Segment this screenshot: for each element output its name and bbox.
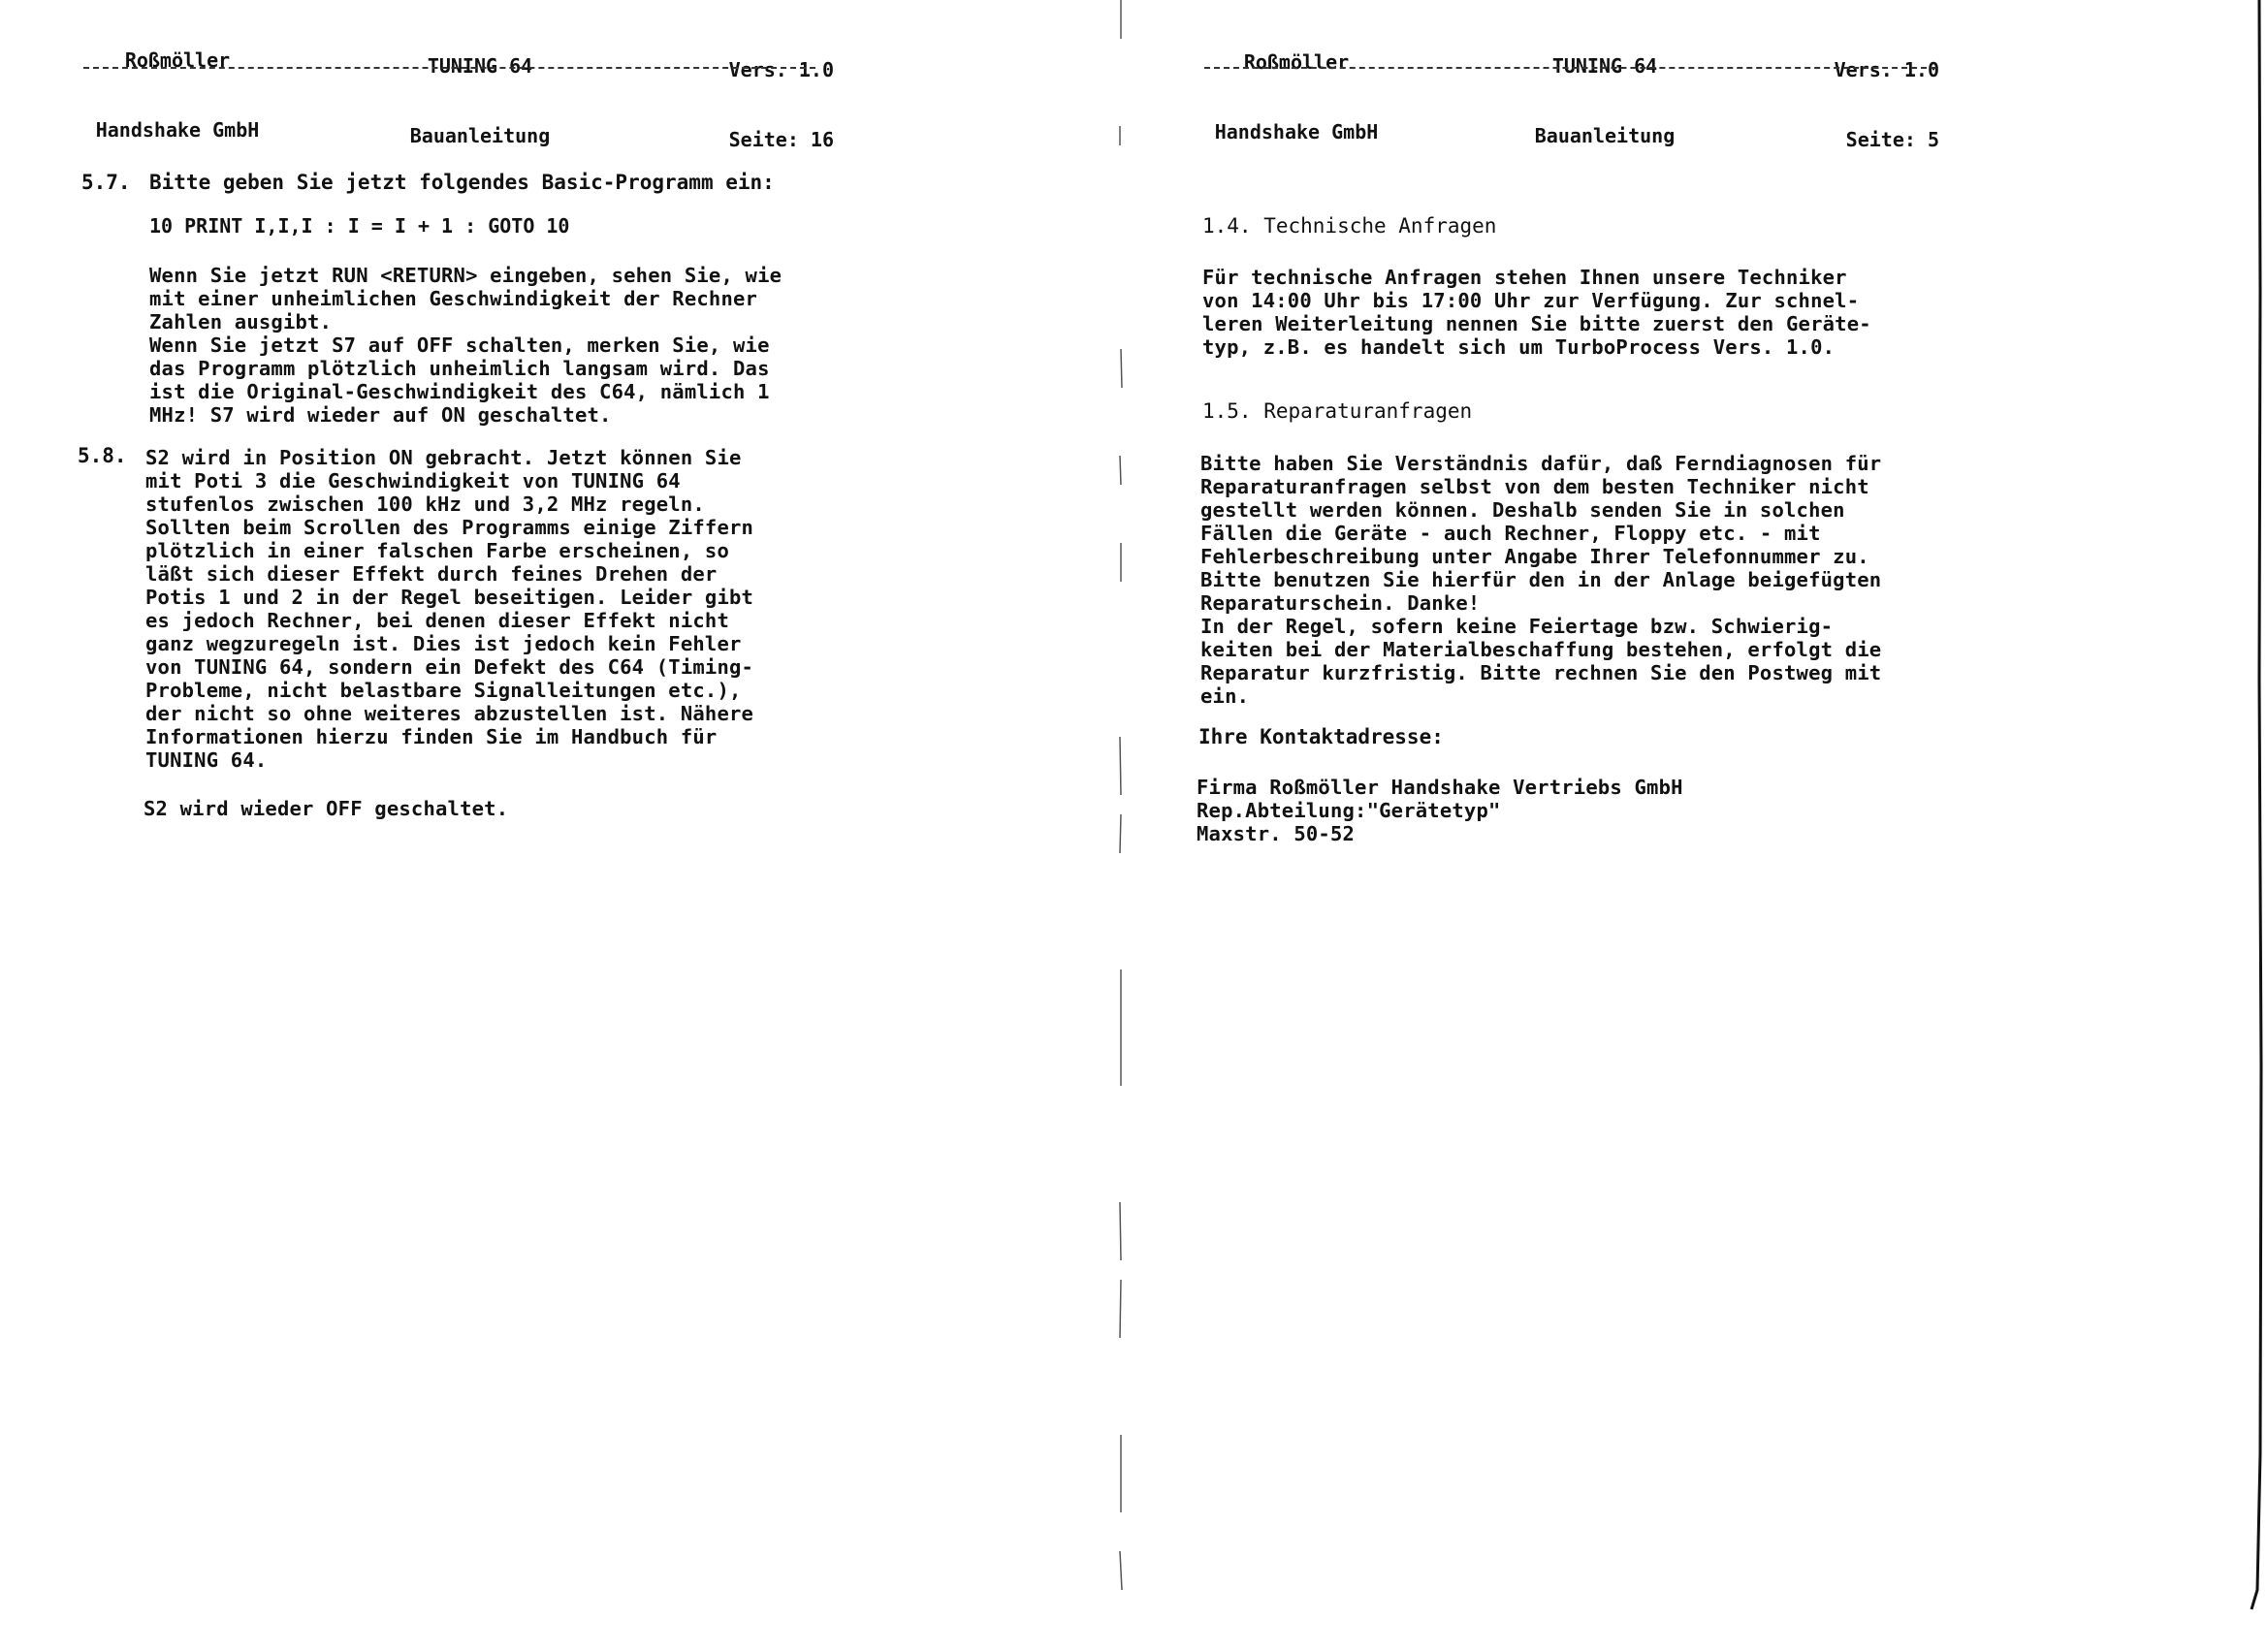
section-body: Wenn Sie jetzt RUN <RETURN> eingeben, sehen Sie, wie mit einer unheimlichen Geschwindigkeit der Rechner Zahlen ausgibt. Wenn Sie jetzt S7 auf OFF schalten, merken Sie, wie das Programm plötzlich unheimlich langsam wird. Das ist die Original-Geschwindigkeit des C64, nämlich 1 MHz! S7 wird wieder auf ON geschaltet. bbox=[149, 264, 782, 427]
right-page bbox=[1125, 0, 2259, 1648]
header-company-line1: Roßmöller bbox=[1243, 50, 1350, 74]
header-company bbox=[1204, 4, 1389, 190]
header-product bbox=[1513, 8, 1697, 194]
header-company-line1: Roßmöller bbox=[124, 48, 231, 72]
header-product-line2: Bauanleitung bbox=[409, 124, 551, 147]
header-rule bbox=[1204, 67, 1936, 69]
section-number: 5.8. bbox=[78, 444, 127, 467]
section-body: S2 wird in Position ON gebracht. Jetzt können Sie mit Poti 3 die Geschwindigkeit von TUNING 64 stufenlos zwischen 100 kHz und 3,2 MHz regeln. Sollten beim Scrollen des Programms einige Ziffern plötzlich in einer falschen Farbe erscheinen, so läßt sich dieser Effekt durch feines Drehen der Potis 1 und 2 in der Regel beseitigen. Leider gibt es jedoch Rechner, bei denen dieser Effekt nicht ganz wegzuregeln ist. Dies ist jedoch kein Fehler von TUNING 64, sondern ein Defekt des C64 (Timing- Probleme, nicht belastbare Signalleitungen etc.), der nicht so ohne weiteres abzustellen ist. Nähere Informationen hierzu finden Sie im Handbuch für TUNING 64. bbox=[145, 446, 754, 772]
header-version-block bbox=[1784, 12, 1939, 198]
section-body: Für technische Anfragen stehen Ihnen unsere Techniker von 14:00 Uhr bis 17:00 Uhr zur Verfügung. Zur schnel- leren Weiterleitung nennen Sie bitte zuerst den Geräte- typ, z.B. es handelt sich um TurboProcess Vers. 1.0. bbox=[1202, 266, 1871, 359]
section-closing: S2 wird wieder OFF geschaltet. bbox=[144, 797, 509, 820]
section-body: Bitte haben Sie Verständnis dafür, daß Ferndiagnosen für Reparaturanfragen selbst von dem besten Techniker nicht gestellt werden können. Deshalb senden Sie in solchen Fällen die Geräte - auch Rechner, Floppy etc. - mit Fehlerbeschreibung unter Angabe Ihrer Telefonnummer zu. Bitte benutzen Sie hierfür den in der Anlage beigefügten Reparaturschein. Danke! In der Regel, sofern keine Feiertage bzw. Schwierig- keiten bei der Materialbeschaffung bestehen, erfolgt die Reparatur kurzfristig. Bitte rechnen Sie den Postweg mit ein. bbox=[1200, 452, 1882, 708]
contact-address: Firma Roßmöller Handshake Vertriebs GmbH Rep.Abteilung:"Gerätetyp" Maxstr. 50-52 bbox=[1197, 776, 1683, 845]
section-number: 5.7. bbox=[81, 171, 131, 194]
header-company-line2: Handshake GmbH bbox=[95, 118, 260, 142]
header-product-line1: TUNING 64 bbox=[427, 54, 533, 78]
header-version: Vers. 1.0 bbox=[728, 58, 834, 81]
header-product-line1: TUNING 64 bbox=[1551, 54, 1658, 78]
header-product-line2: Bauanleitung bbox=[1534, 124, 1676, 147]
code-line: 10 PRINT I,I,I : I = I + 1 : GOTO 10 bbox=[149, 214, 570, 238]
left-page bbox=[0, 0, 1115, 1648]
header-product bbox=[388, 8, 572, 194]
section-title: 1.5. Reparaturanfragen bbox=[1202, 399, 1473, 423]
header-company-line2: Handshake GmbH bbox=[1214, 120, 1379, 143]
section-title: Bitte geben Sie jetzt folgendes Basic-Programm ein: bbox=[149, 171, 775, 194]
header-rule bbox=[83, 67, 815, 69]
header-page-number: Seite: 16 bbox=[728, 128, 834, 151]
contact-label: Ihre Kontaktadresse: bbox=[1198, 725, 1444, 748]
header-page-number: Seite: 5 bbox=[1845, 128, 1939, 151]
header-company bbox=[85, 2, 270, 188]
section-title: 1.4. Technische Anfragen bbox=[1202, 214, 1497, 238]
header-version: Vers. 1.0 bbox=[1834, 58, 1939, 81]
scan-edge-line bbox=[2248, 0, 2267, 1648]
